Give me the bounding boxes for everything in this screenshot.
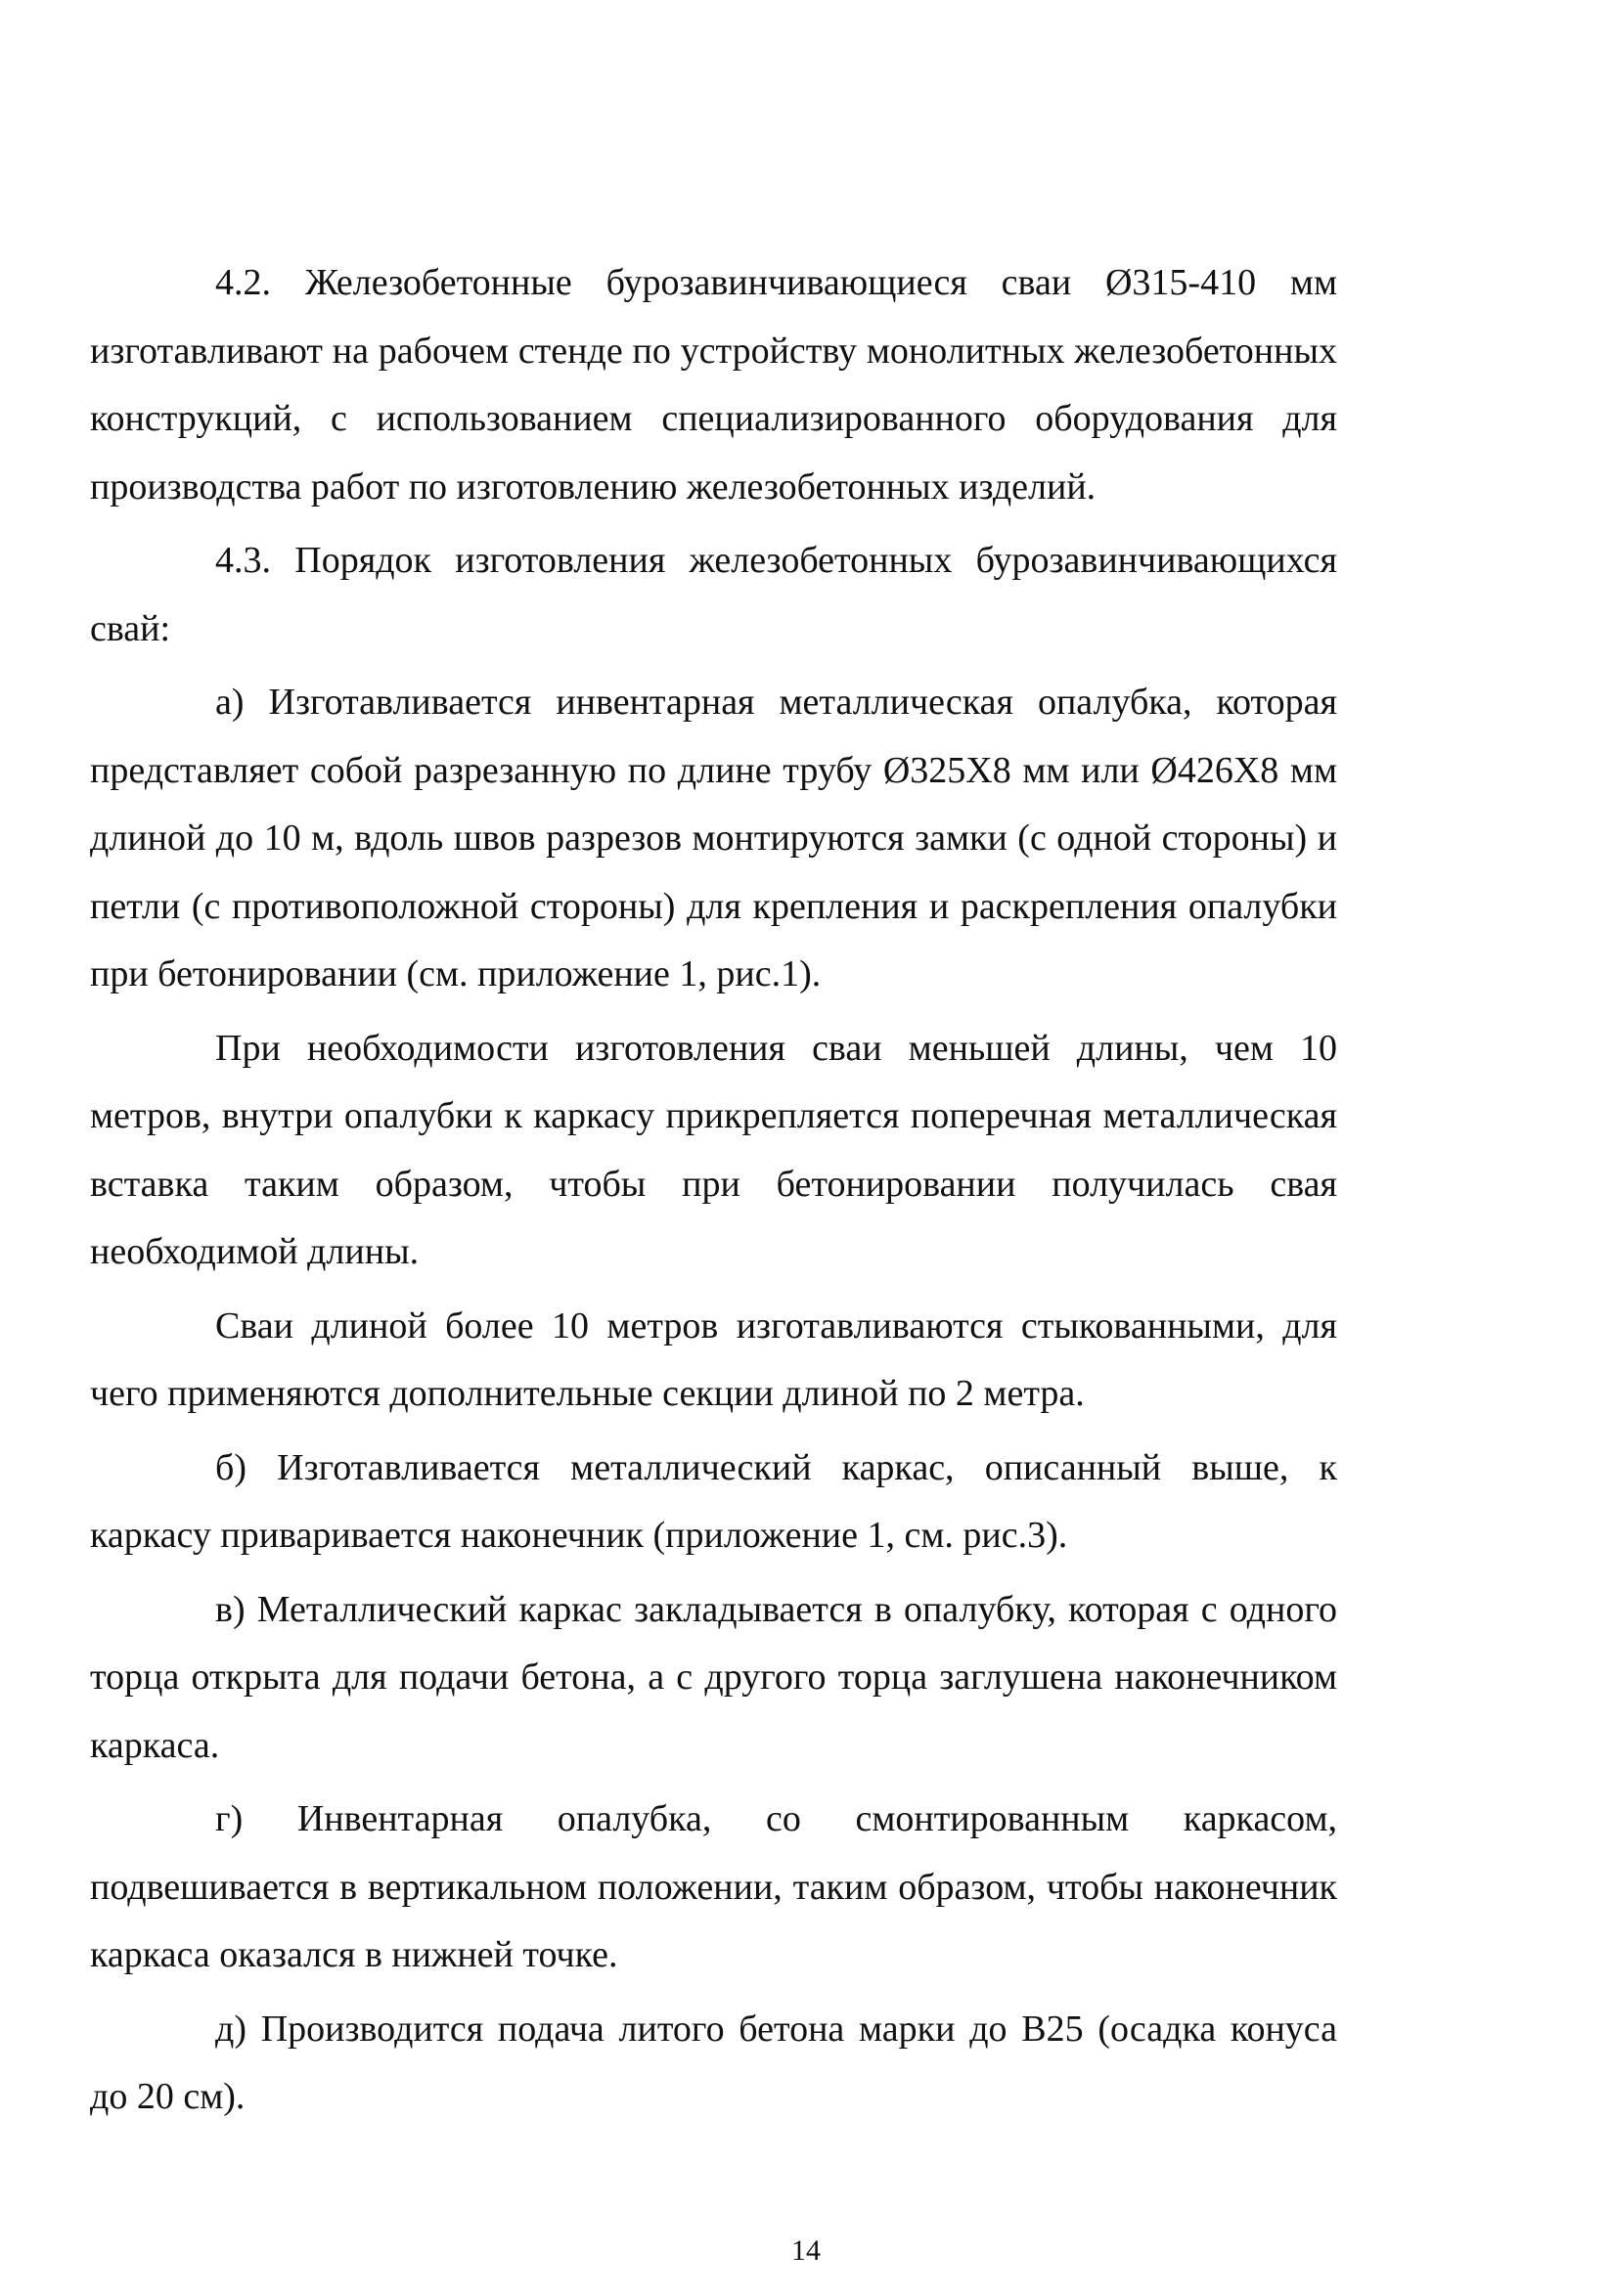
page-number: 14 [791, 2234, 821, 2267]
paragraph-shorter-pile: При необходимости изготовления сваи меньшей длины, чем 10 метров, внутри опалубки к каркасу прикрепляется поперечная металлическая вставка таким образом, чтобы при бетонировании получилась свая необходимой длины. [90, 1027, 1337, 1272]
document-body [90, 249, 1337, 2132]
paragraph-b: б) Изготавливается металлический каркас, описанный выше, к каркасу приваривается наконечник (приложение 1, см. рис.3). [90, 1446, 1337, 1556]
paragraph-v: в) Металлический каркас закладывается в опалубку, которая с одного торца открыта для подачи бетона, а с другого торца заглушена наконечником каркаса. [90, 1588, 1337, 1766]
paragraph-longer-pile: Сваи длиной более 10 метров изготавливаются стыкованными, для чего применяются дополнительные секции длиной по 2 метра. [90, 1304, 1337, 1414]
paragraph-4-2: 4.2. Железобетонные бурозавинчивающиеся сваи Ø315-410 мм изготавливают на рабочем стенде по устройству монолитных железобетонных конструкций, с использованием специализированного оборудования для производства работ по изготовлению железобетонных изделий. [90, 262, 1337, 508]
paragraph-4-3: 4.3. Порядок изготовления железобетонных бурозавинчивающихся свай: [90, 540, 1337, 649]
paragraph-a: а) Изготавливается инвентарная металлическая опалубка, которая представляет собой разрезанную по длине трубу Ø325Х8 мм или Ø426Х8 мм длиной до 10 м, вдоль швов разрезов монтируются замки (с одной стороны) и петли (с противоположной стороны) для крепления и раскрепления опалубки при бетонировании (см. приложение 1, рис.1). [90, 682, 1337, 994]
paragraph-d: д) Производится подача литого бетона марки до В25 (осадка конуса до 20 см). [90, 2008, 1337, 2117]
paragraph-g: г) Инвентарная опалубка, со смонтированным каркасом, подвешивается в вертикальном положении, таким образом, чтобы наконечник каркаса оказался в нижней точке. [90, 1798, 1337, 1975]
